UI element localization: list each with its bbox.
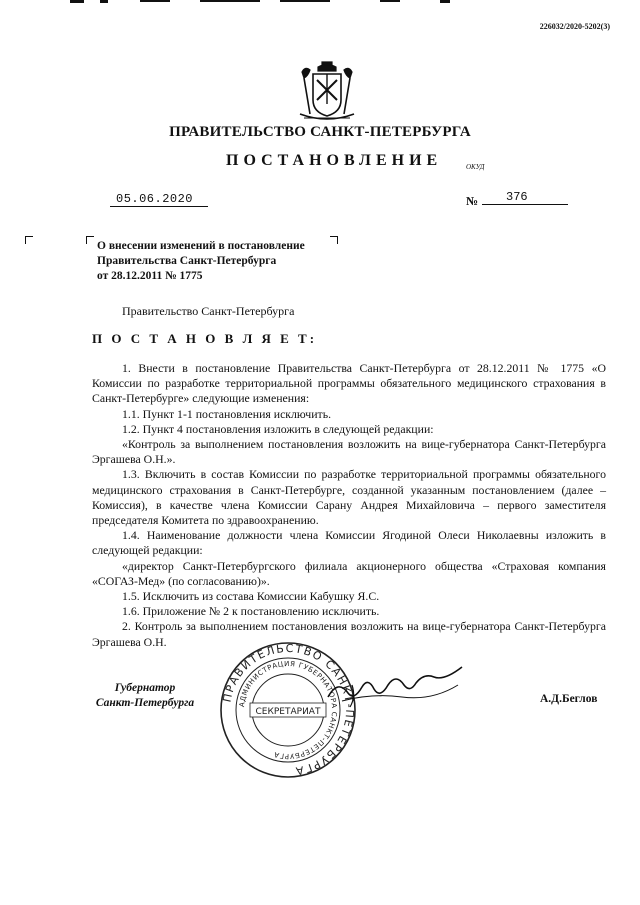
subject-line: от 28.12.2011 № 1775 [97, 270, 203, 282]
document-type: ПОСТАНОВЛЕНИЕ [226, 152, 443, 169]
corner-mark-subject-left [86, 236, 94, 244]
resolves-heading: П О С Т А Н О В Л Я Е Т: [92, 331, 318, 346]
stamp-inner-text: АДМИНИСТРАЦИЯ ГУБЕРНАТОРА САНКТ-ПЕТЕРБУРГА [238, 659, 339, 761]
document-number: 376 [482, 190, 568, 205]
paragraph: 1.6. Приложение № 2 к постановлению исключить. [122, 604, 380, 619]
okud-label: ОКУД [466, 163, 485, 171]
subject-line: Правительства Санкт-Петербурга [97, 255, 277, 267]
number-label: № [466, 194, 479, 208]
paragraph: 1.1. Пункт 1-1 постановления исключить. [122, 406, 332, 421]
stamp-center-text: СЕКРЕТАРИАТ [255, 707, 321, 717]
signatory-title [90, 681, 200, 711]
subject-line: О внесении изменений в постановление [97, 240, 305, 252]
preamble: Правительство Санкт-Петербурга [122, 304, 295, 318]
paragraph: 1.5. Исключить из состава Комиссии Кабушку Я.С. [122, 589, 380, 604]
document-subject [97, 239, 337, 284]
corner-mark-left [25, 236, 33, 244]
paragraph: 1.4. Наименование должности члена Комиссии Ягодиной Олеси Николаевны изложить в следующей редакции: [92, 528, 606, 558]
stamp-outer-text: ПРАВИТЕЛЬСТВО САНКТ-ПЕТЕРБУРГА [220, 641, 357, 778]
coat-of-arms-icon [298, 58, 356, 128]
document-registration-number: 226032/2020-5202(3) [539, 22, 610, 31]
paragraph: «Контроль за выполнением постановления возложить на вице-губернатора Санкт-Петербурга Эргашева О.Н.». [92, 437, 606, 467]
signatory-title-line: Санкт-Петербурга [95, 697, 195, 709]
document-body [92, 361, 606, 650]
issuing-authority: ПРАВИТЕЛЬСТВО САНКТ-ПЕТЕРБУРГА [169, 124, 471, 140]
paragraph: 1. Внести в постановление Правительства Санкт-Петербурга от 28.12.2011 № 1775 «О Комиссии по разработке территориальной программы обязательного медицинского страхования в Санкт-Петербурге» следующие изменения: [92, 361, 606, 406]
paragraph: «директор Санкт-Петербургского филиала акционерного общества «Страховая компания «СОГАЗ-Мед» (по согласованию)». [92, 558, 606, 588]
paragraph: 1.2. Пункт 4 постановления изложить в следующей редакции: [122, 421, 434, 436]
paragraph: 1.3. Включить в состав Комиссии по разработке территориальной программы обязательного медицинского страхования в Санкт-Петербурге, созданной указанным постановлением (далее – Комиссия), в качестве члена Комиссии Сарану Андрея Михайловича – первого заместителя председателя Комитета по здравоохранению. [92, 467, 606, 528]
scan-edge-marks [60, 0, 540, 6]
signatory-name: А.Д.Беглов [540, 693, 598, 705]
signatory-title-line: Губернатор [114, 682, 176, 694]
handwritten-signature-icon [322, 665, 472, 715]
paragraph: 2. Контроль за выполнением постановления возложить на вице-губернатора Санкт-Петербурга Эргашева О.Н. [92, 619, 606, 649]
document-date: 05.06.2020 [110, 192, 208, 207]
